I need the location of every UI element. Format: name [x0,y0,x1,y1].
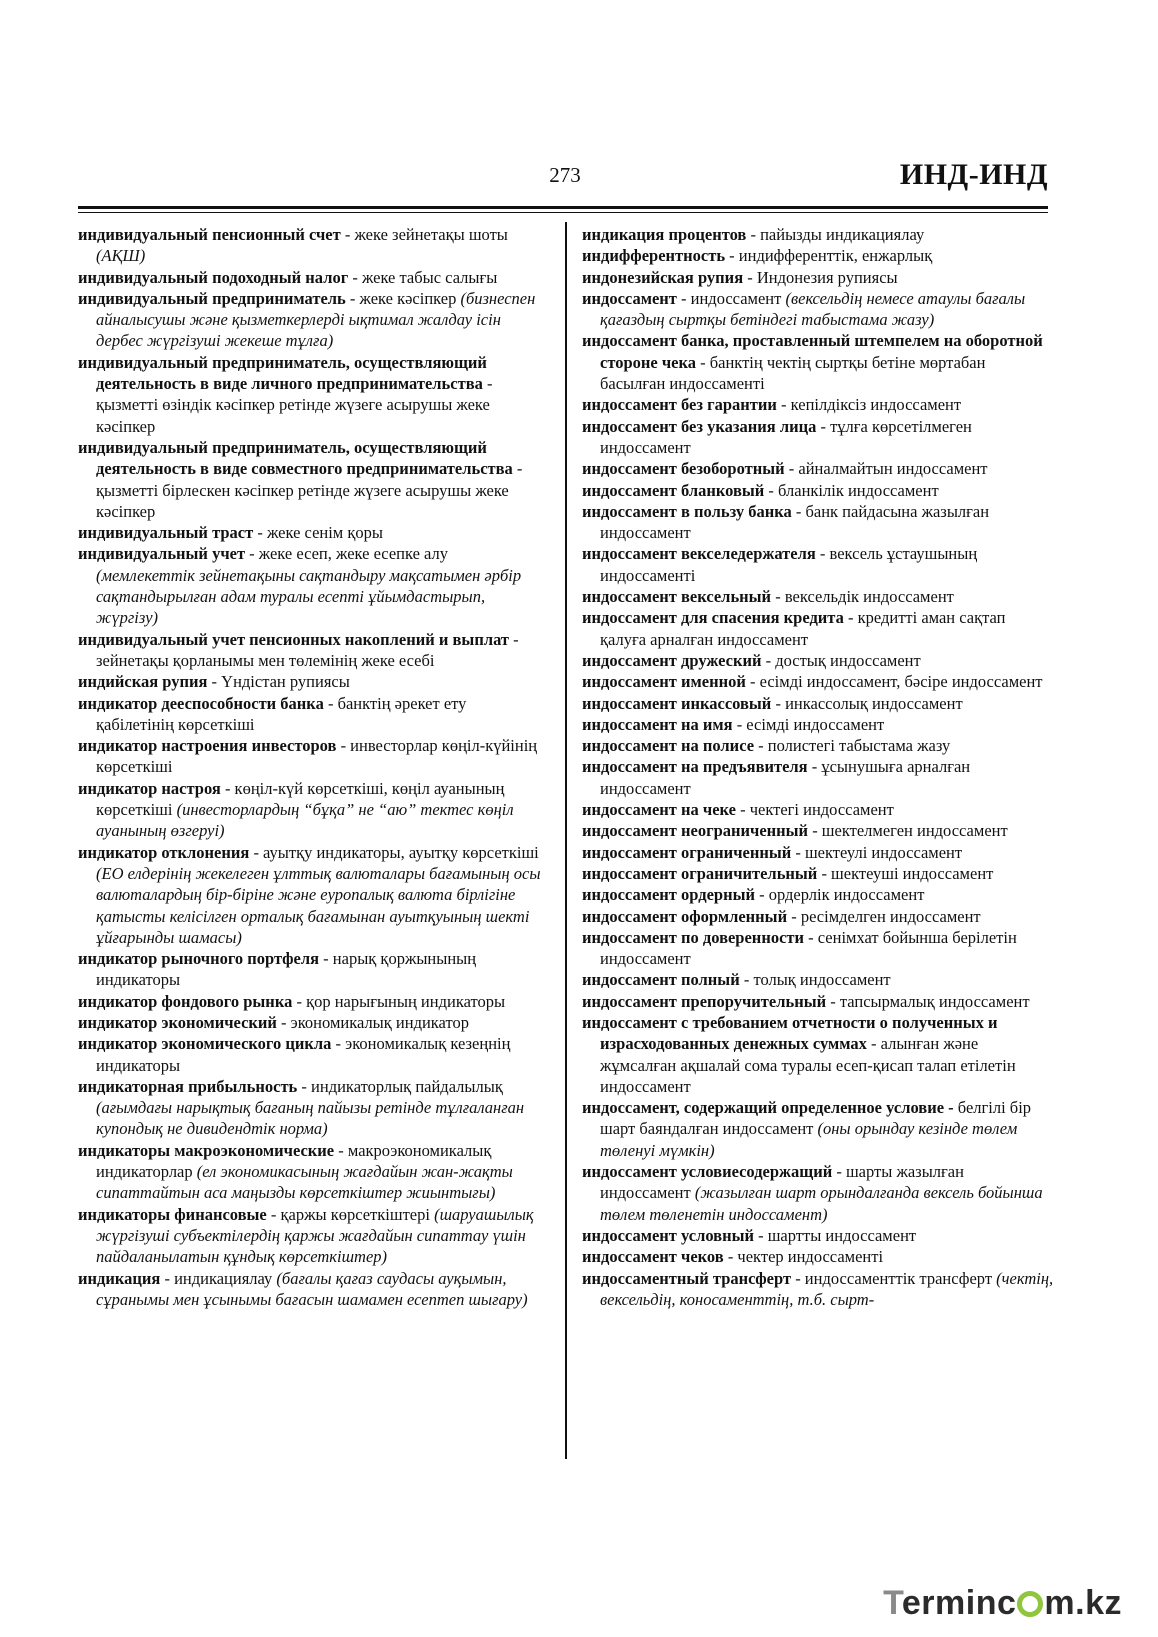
entry-definition: - көңіл-күй көрсеткіші, көңіл ауанының көрсеткіші [96,778,505,820]
entry-term: индийская рупия [78,672,208,692]
entry-definition: - айналмайтын индоссамент [784,459,988,479]
entry-explanation: (ел экономикасының жағдайын жан-жақты сипаттайтын аса маңызды көрсеткіштер жиынтығы) [96,1162,513,1203]
dictionary-entry [582,693,1054,714]
dictionary-entry [582,1097,1054,1161]
entry-definition: - Индонезия рупиясы [743,267,898,287]
dictionary-entry [582,1012,1054,1097]
entry-term: индивидуальный учет пенсионных накоплений и выплат [78,629,510,649]
entry-definition: - ресімделген индоссамент [787,906,981,926]
entry-term: индикация процентов [582,225,747,244]
entry-definition: - шектеуші индоссамент [817,863,994,883]
dictionary-entry [78,437,548,522]
entry-term: индоссамент для спасения кредита [582,608,844,628]
entry-term: индивидуальный траст [78,523,254,543]
entry-term: индоссамент дружеский [582,650,762,670]
entry-definition: - индикаторлық пайдалылық [297,1076,503,1096]
entry-term: индоссамент [582,288,677,308]
dictionary-entry [582,650,1054,671]
entry-definition: - макроэкономикалық индикаторлар [96,1140,492,1182]
entry-definition: - шектелмеген индоссамент [808,821,1008,841]
dictionary-entry [78,948,548,991]
dictionary-entry [582,1268,1054,1311]
dictionary-entry [582,906,1054,927]
entry-term: индоссамент без гарантии [582,395,777,415]
dictionary-entry [78,1140,548,1204]
entry-definition: - толық индоссамент [739,970,891,990]
entry-term: индоссамент на полисе [582,736,755,756]
column-divider [565,222,567,1459]
entry-term: индоссамент без указания лица [582,416,817,436]
entry-term: индикация [78,1268,161,1288]
entry-explanation: (мемлекеттік зейнетақыны сақтандыру мақсатымен әрбір сақтандырылған адам туралы есепті ұйымдастырып, жүргізу) [96,565,522,628]
dictionary-entry [582,586,1054,607]
right-column [582,224,1054,1310]
dictionary-entry [582,927,1054,970]
entry-term: индоссамент безоборотный [582,459,785,479]
entry-definition: - қызметті бірлескен кәсіпкер ретінде жүзеге асырушы жеке кәсіпкер [96,459,523,521]
entry-definition: - полистегі табыстама жазу [754,736,951,756]
entry-definition: - бланкілік индоссамент [764,480,939,500]
logo-o-circle-icon [1017,1591,1043,1617]
entry-definition: - қор нарығының индикаторы [292,991,506,1011]
entry-term: индоссамент полный [582,970,740,990]
dictionary-entry [582,288,1054,331]
entry-term: индоссамент на чеке [582,800,736,820]
entry-term: индивидуальный предприниматель, осуществляющий деятельность в виде личного предпринимательства [78,352,487,394]
entry-term: индоссамент с требованием отчетности о полученных и израсходованных денежных суммах [582,1012,998,1054]
dictionary-entry [78,522,548,543]
entry-explanation: (шаруашылық жүргізуші субъектілердің қаржы жағдайын сипаттау үшін пайдаланылатын құндық көрсеткіштер) [96,1204,534,1267]
entry-definition: - экономикалық кезеңнің индикаторы [96,1034,511,1075]
entry-definition: - зейнетақы қорланымы мен төлемінің жеке есебі [96,629,519,670]
dictionary-entry [582,735,1054,756]
entry-definition: - Үндістан рупиясы [207,672,350,692]
dictionary-entry [582,416,1054,459]
dictionary-entry [78,693,548,736]
entry-term: индоссамент ордерный [582,885,755,905]
header-rule-thick [78,206,1048,209]
dictionary-entry [582,863,1054,884]
dictionary-entry [582,480,1054,501]
header-rule-thin [78,212,1048,213]
left-column [78,224,548,1310]
entry-definition: - банк пайдасына жазылған индоссамент [600,501,990,543]
entry-term: индоссаментный трансферт [582,1268,792,1288]
entry-explanation: (бизнеспен айналысушы және қызметкерлерді ықтимал жалдау ісін дербес жүргізуші жекеше тұлға) [96,288,536,351]
entry-definition: - шарты жазылған индоссамент [600,1162,964,1203]
entry-definition: - сенімхат бойынша берілетін индоссамент [600,927,1017,969]
entry-definition: - жеке кәсіпкер [345,288,461,308]
entry-term: индоссамент чеков [582,1247,724,1267]
dictionary-entry [582,842,1054,863]
termincom-watermark-logo: Terminc m.kz [883,1584,1122,1622]
entry-definition: - шартты индоссамент [753,1225,917,1245]
dictionary-entry [582,799,1054,820]
entry-definition: - чектегі индоссамент [735,800,894,820]
entry-term: индикаторная прибыльность [78,1076,298,1096]
entry-term: индоссамент ограниченный [582,842,792,862]
entry-term: индоссамент инкассовый [582,693,772,713]
dictionary-entry [582,330,1054,394]
entry-term: индоссамент по доверенности [582,927,805,947]
entry-term: индикатор настроя [78,778,221,798]
entry-explanation: (бағалы қағаз саудасы ауқымын, сұранымы мен ұсынымы бағасын шамамен есептеп шығару) [96,1268,528,1309]
dictionary-entry [582,394,1054,415]
entry-definition: - ордерлік индоссамент [754,885,925,905]
entry-term: индоссамент в пользу банка [582,501,792,521]
entry-term: индоссамент неограниченный [582,821,809,841]
dictionary-entry [78,352,548,437]
entry-term: индоссамент оформленный [582,906,788,926]
entry-definition: - экономикалық индикатор [276,1012,469,1032]
entry-term: индоссамент ограничительный [582,863,818,883]
entry-definition: - вексельдік индоссамент [771,587,954,607]
entry-term: индикаторы макроэкономические [78,1140,335,1160]
entry-definition: - ұсынушыға арналған индоссамент [600,757,971,798]
entry-term: индивидуальный учет [78,544,246,564]
entry-term: индикатор экономический [78,1012,277,1032]
dictionary-entry [78,671,548,692]
entry-term: индоссамент на предъявителя [582,757,808,777]
dictionary-entry [582,501,1054,544]
dictionary-entry [582,671,1054,692]
entry-term: индикатор настроения инвесторов [78,736,337,756]
running-head: ИНД-ИНД [899,158,1048,191]
dictionary-entry [582,224,1054,245]
entry-definition: - индоссаменттік трансферт [791,1268,997,1288]
entry-term: индикаторы финансовые [78,1204,267,1224]
entry-term: индонезийская рупия [582,267,744,287]
dictionary-entry [78,224,548,267]
dictionary-entry [78,1204,548,1268]
entry-definition: - индифференттік, енжарлық [725,246,933,266]
entry-term: индоссамент на имя [582,714,733,734]
entry-definition: - тапсырмалық индоссамент [826,991,1030,1011]
dictionary-entry [582,1161,1054,1225]
entry-definition: - кредитті аман сақтап қалуға арналған индоссамент [600,608,1006,649]
entry-definition: - қызметті өзіндік кәсіпкер ретінде жүзеге асырушы жеке кәсіпкер [96,374,493,436]
entry-term: индикатор фондового рынка [78,991,293,1011]
dictionary-entry [78,991,548,1012]
dictionary-entry [582,543,1054,586]
dictionary-entry [78,778,548,842]
entry-explanation: (жазылған шарт орындалғанда вексель бойынша төлем төленетін индоссамент) [600,1183,1043,1224]
dictionary-entry [582,884,1054,905]
entry-explanation: (чектің, вексельдің, коносаменттің, т.б. сырт- [600,1268,1054,1309]
dictionary-entry [78,267,548,288]
entry-definition: - индоссамент [676,288,786,308]
entry-term: индифферентность [582,246,726,266]
dictionary-entry [78,543,548,628]
entry-definition: - пайызды индикациялау [746,225,925,244]
entry-definition: - инвесторлар көңіл-күйінің көрсеткіші [96,736,538,777]
dictionary-entry [78,1033,548,1076]
dictionary-entry [582,756,1054,799]
dictionary-entry [78,1076,548,1140]
entry-term: индивидуальный предприниматель, осуществляющий деятельность в виде совместного предпринимательства [78,437,513,479]
entry-term: индивидуальный пенсионный счет [78,225,341,244]
dictionary-entry [582,1225,1054,1246]
entry-term: индоссамент условный [582,1225,754,1245]
dictionary-entry [582,714,1054,735]
entry-explanation: (ағымдағы нарықтық бағаның пайызы ретінде тұлғаланған купондық не дивидендтік норма) [96,1098,525,1139]
entry-definition: - жеке есеп, жеке есепке алу [245,544,448,564]
dictionary-entry [78,842,548,948]
page-number: 273 [549,163,581,187]
dictionary-entry [582,820,1054,841]
entry-definition: - вексель ұстаушының индоссаменті [600,544,978,585]
entry-term: индикатор отклонения [78,842,250,862]
entry-term: индикатор экономического цикла [78,1034,332,1054]
dictionary-entry [582,245,1054,266]
dictionary-entry [78,1268,548,1311]
entry-definition: - кепілдіксіз индоссамент [776,395,962,415]
dictionary-entry [582,267,1054,288]
entry-term: индивидуальный подоходный налог [78,267,349,287]
entry-explanation: (АҚШ) [96,246,146,266]
dictionary-entry [582,991,1054,1012]
entry-definition: - жеке сенім қоры [253,523,383,543]
entry-definition: - ауытқу индикаторы, ауытқу көрсеткіші [249,842,539,862]
entry-definition: - шектеулі индоссамент [791,842,963,862]
entry-definition: - инкассолық индоссамент [771,693,963,713]
entry-term: индоссамент бланковый [582,480,765,500]
entry-definition: - нарық қоржынының индикаторы [96,949,477,990]
dictionary-entry [78,1012,548,1033]
entry-definition: - банктің әрекет ету қабілетінің көрсеткіші [96,693,467,734]
entry-definition: - индикациялау [160,1268,277,1288]
entry-term: индоссамент именной [582,672,746,692]
dictionary-entry [78,629,548,672]
entry-definition: - банктің чектің сыртқы бетіне мөртабан басылған индоссаменті [600,352,986,394]
entry-definition: - жеке табыс салығы [348,267,498,287]
entry-explanation: (ЕО елдерінің жекелеген ұлттық валюталары бағамының осы валюталардың бір-біріне және еуропалық валюта бірлігіне қатысты келісілген орталық бағамынан ауытқуының шекті ұйғарынды шамасы) [96,863,541,947]
entry-definition: белгілі бір шарт баяндалған индоссамент [600,1098,1032,1139]
entry-term: индивидуальный предприниматель [78,288,346,308]
dictionary-entry [78,735,548,778]
entry-term: индоссамент условиесодержащий [582,1162,833,1182]
entry-definition: - чектер индоссаменті [723,1247,884,1267]
entry-term: индоссамент препоручительный [582,991,827,1011]
entry-definition: - есімді индоссамент [732,714,885,734]
entry-term: индоссамент, содержащий определенное условие - [582,1098,954,1118]
dictionary-entry [582,969,1054,990]
entry-explanation: (вексельдің немесе атаулы бағалы қағаздың сыртқы бетіндегі табыстама жазу) [600,288,1026,330]
entry-term: индоссамент банка, проставленный штемпелем на оборотной стороне чека [582,331,1043,372]
entry-explanation: (оны орындау кезінде төлем төленуі мүмкін) [600,1119,1018,1160]
dictionary-entry [582,607,1054,650]
dictionary-entry [78,288,548,352]
entry-term: индикатор дееспособности банка [78,693,324,713]
entry-definition: - жеке зейнетақы шоты [340,225,508,244]
dictionary-entry [582,1246,1054,1267]
dictionary-entry [582,458,1054,479]
entry-term: индикатор рыночного портфеля [78,949,320,969]
entry-definition: - достық индоссамент [761,650,921,670]
entry-definition: - тұлға көрсетілмеген индоссамент [600,416,972,457]
entry-explanation: (инвесторлардың “бұқа” не “аю” тектес көңіл ауанының өзгеруі) [96,800,514,841]
entry-term: индоссамент векселедержателя [582,544,816,564]
entry-definition: - қаржы көрсеткіштері [266,1204,435,1224]
entry-definition: - есімді индоссамент, бәсіре индоссамент [745,672,1043,692]
entry-term: индоссамент вексельный [582,587,772,607]
entry-definition: - алынған және жұмсалған ақшалай сома туралы есеп-қисап талап етілетін индоссамент [600,1034,1016,1096]
